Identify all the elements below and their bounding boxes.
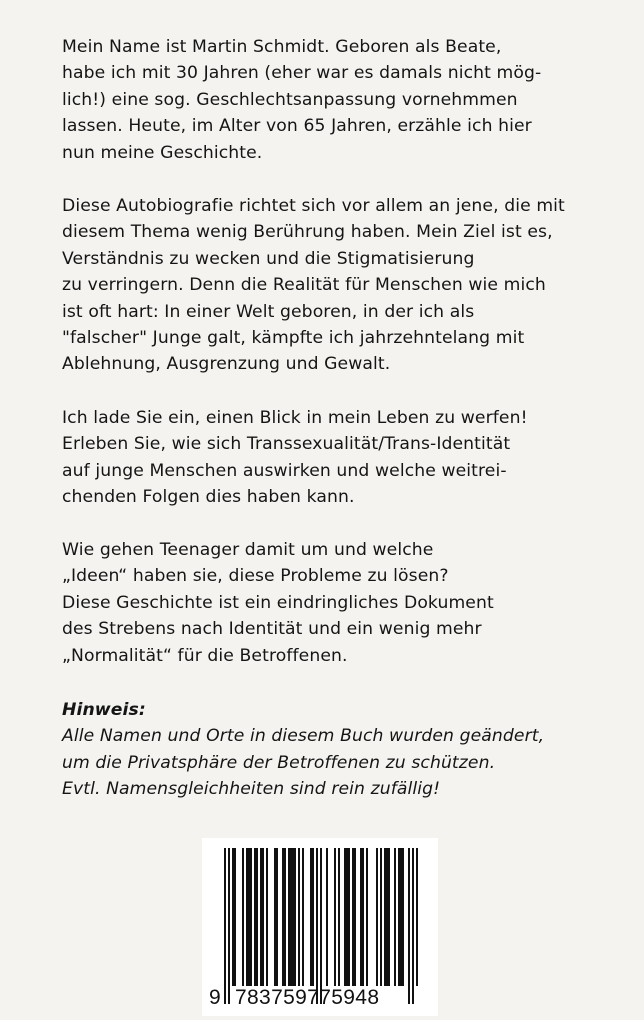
text-line: Ablehnung, Ausgrenzung und Gewalt. <box>62 354 391 375</box>
text-line: zu verringern. Denn die Realität für Menschen wie mich <box>62 275 546 296</box>
barcode-bar <box>384 848 386 986</box>
barcode-bar <box>310 848 312 986</box>
barcode-bar <box>312 848 314 986</box>
barcode-bar <box>348 848 350 986</box>
barcode-guard-bar <box>316 848 318 1004</box>
barcode-bar <box>344 848 346 986</box>
text-line: „Ideen“ haben sie, diese Probleme zu lösen? <box>62 566 449 587</box>
barcode-bar <box>416 848 418 986</box>
barcode-bar <box>346 848 348 986</box>
barcode-bar <box>362 848 364 986</box>
paragraph-invitation <box>62 405 622 511</box>
isbn-barcode <box>202 838 438 1016</box>
text-line: Wie gehen Teenager damit um und welche <box>62 540 434 560</box>
barcode-guard-bar <box>320 848 322 1004</box>
paragraph-introduction <box>62 34 622 166</box>
text-line: chenden Folgen dies haben kann. <box>62 487 355 508</box>
barcode-guard-bar <box>408 848 410 1004</box>
text-line: „Normalität“ für die Betroffenen. <box>62 645 348 666</box>
barcode-bar <box>248 848 250 986</box>
barcode-bar <box>246 848 248 986</box>
barcode-bar <box>338 848 340 986</box>
text-line: Diese Autobiografie richtet sich vor allem an jene, die mit <box>62 196 565 216</box>
barcode-bar <box>402 848 404 986</box>
barcode-bar <box>282 848 284 986</box>
barcode-bar <box>284 848 286 986</box>
barcode-bar <box>292 848 294 986</box>
text-line: Diese Geschichte ist ein eindringliches Dokument <box>62 592 494 613</box>
barcode-bar <box>400 848 402 986</box>
barcode-bar <box>376 848 378 986</box>
barcode-bar <box>334 848 336 986</box>
barcode-bar <box>302 848 304 986</box>
note-line: Evtl. Namensgleichheiten sind rein zufällig! <box>62 779 441 800</box>
barcode-bar <box>288 848 290 986</box>
barcode-bar <box>276 848 278 986</box>
text-line: habe ich mit 30 Jahren (eher war es damals nicht mög- <box>62 63 542 84</box>
barcode-bar <box>380 848 382 986</box>
text-line: "falscher" Junge galt, kämpfte ich jahrzehntelang mit <box>62 328 525 349</box>
barcode-bar <box>298 848 300 986</box>
text-line: Ich lade Sie ein, einen Blick in mein Leben zu werfen! <box>62 408 528 428</box>
note-line: um die Privatsphäre der Betroffenen zu schützen. <box>62 752 496 773</box>
barcode-bar <box>290 848 292 986</box>
text-line: des Strebens nach Identität und ein wenig mehr <box>62 619 482 640</box>
barcode-number <box>202 983 438 1013</box>
barcode-guard-bar <box>412 848 414 1004</box>
barcode-bar <box>256 848 258 986</box>
disclaimer-note <box>62 697 622 803</box>
paragraph-questions <box>62 537 622 669</box>
barcode-bar <box>386 848 388 986</box>
barcode-bar <box>266 848 268 986</box>
text-line: nun meine Geschichte. <box>62 142 263 163</box>
note-line: Alle Namen und Orte in diesem Buch wurden geändert, <box>62 726 545 747</box>
paragraph-purpose <box>62 193 622 378</box>
barcode-bar <box>254 848 256 986</box>
barcode-bar <box>260 848 262 986</box>
barcode-guard-bar <box>228 848 230 1004</box>
barcode-bar <box>262 848 264 986</box>
text-line: lich!) eine sog. Geschlechtsanpassung vornehmmen <box>62 89 518 110</box>
text-line: lassen. Heute, im Alter von 65 Jahren, erzähle ich hier <box>62 116 532 137</box>
barcode-bar <box>352 848 354 986</box>
note-title: Hinweis: <box>62 700 146 720</box>
text-line: Erleben Sie, wie sich Transsexualität/Trans-Identität <box>62 434 511 455</box>
barcode-digits: 783759775948 <box>235 986 380 1009</box>
text-line: diesem Thema wenig Berührung haben. Mein Ziel ist es, <box>62 222 553 243</box>
text-line: Mein Name ist Martin Schmidt. Geboren als Beate, <box>62 37 502 57</box>
barcode-first-digit: 9 <box>209 986 221 1009</box>
barcode-bar <box>394 848 396 986</box>
text-line: auf junge Menschen auswirken und welche weitrei- <box>62 460 507 481</box>
barcode-bar <box>294 848 296 986</box>
barcode-bar <box>274 848 276 986</box>
barcode-bar <box>366 848 368 986</box>
barcode-bar <box>250 848 252 986</box>
text-line: Verständnis zu wecken und die Stigmatisierung <box>62 248 475 269</box>
barcode-bar <box>388 848 390 986</box>
barcode-bar <box>232 848 234 986</box>
barcode-bar <box>354 848 356 986</box>
barcode-bar <box>398 848 400 986</box>
text-line: ist oft hart: In einer Welt geboren, in der ich als <box>62 301 475 322</box>
barcode-guard-bar <box>224 848 226 1004</box>
barcode-bar <box>360 848 362 986</box>
barcode-bar <box>242 848 244 986</box>
barcode-bar <box>326 848 328 986</box>
barcode-bar <box>234 848 236 986</box>
